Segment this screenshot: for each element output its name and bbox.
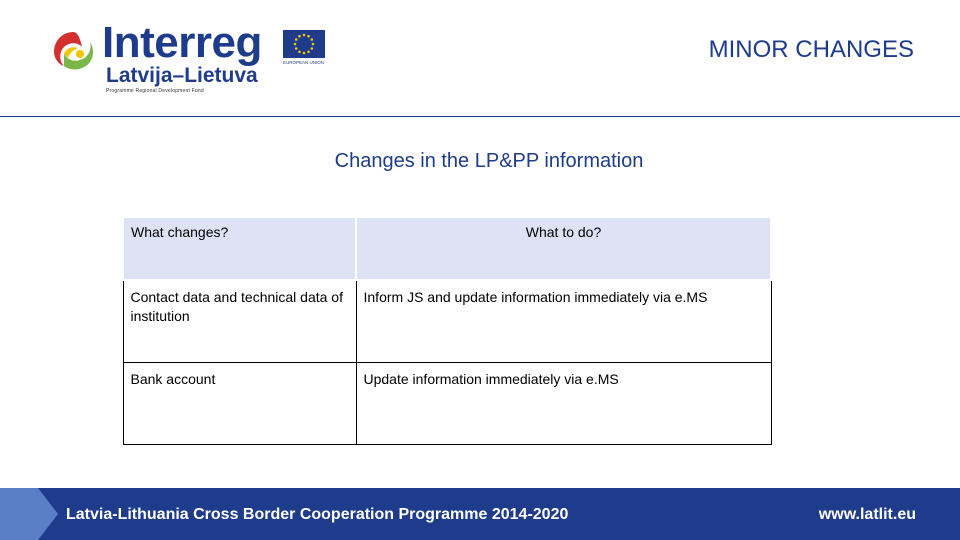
logo-wordmark: Interreg [102,18,262,67]
table-row [123,362,771,444]
table-row [123,280,771,362]
table-header-cell: What changes? [123,217,356,280]
eu-flag-icon [283,30,325,58]
logo-tagline: Programme Regional Development Fund [106,88,204,94]
table-header-row [123,217,771,280]
interreg-swirl-icon [50,28,98,76]
table-cell: Bank account [123,362,356,444]
footer-programme: Latvia-Lithuania Cross Border Cooperation Programme 2014-2020 [66,506,569,523]
table-cell: Inform JS and update information immediately via e.MS [356,280,771,362]
eu-label: EUROPEAN UNION [283,60,325,65]
table-header-cell: What to do? [356,217,771,280]
logo-region: Latvija–Lietuva [106,64,258,87]
table-cell: Contact data and technical data of institution [123,280,356,362]
footer-arrow-icon [0,488,58,540]
interreg-logo [50,18,340,102]
footer-website[interactable]: www.latlit.eu [818,506,916,523]
table-cell: Update information immediately via e.MS [356,362,771,444]
changes-table [122,216,772,445]
slide-title: MINOR CHANGES [708,36,914,63]
header-divider [0,116,960,117]
section-subtitle: Changes in the LP&PP information [334,150,644,172]
